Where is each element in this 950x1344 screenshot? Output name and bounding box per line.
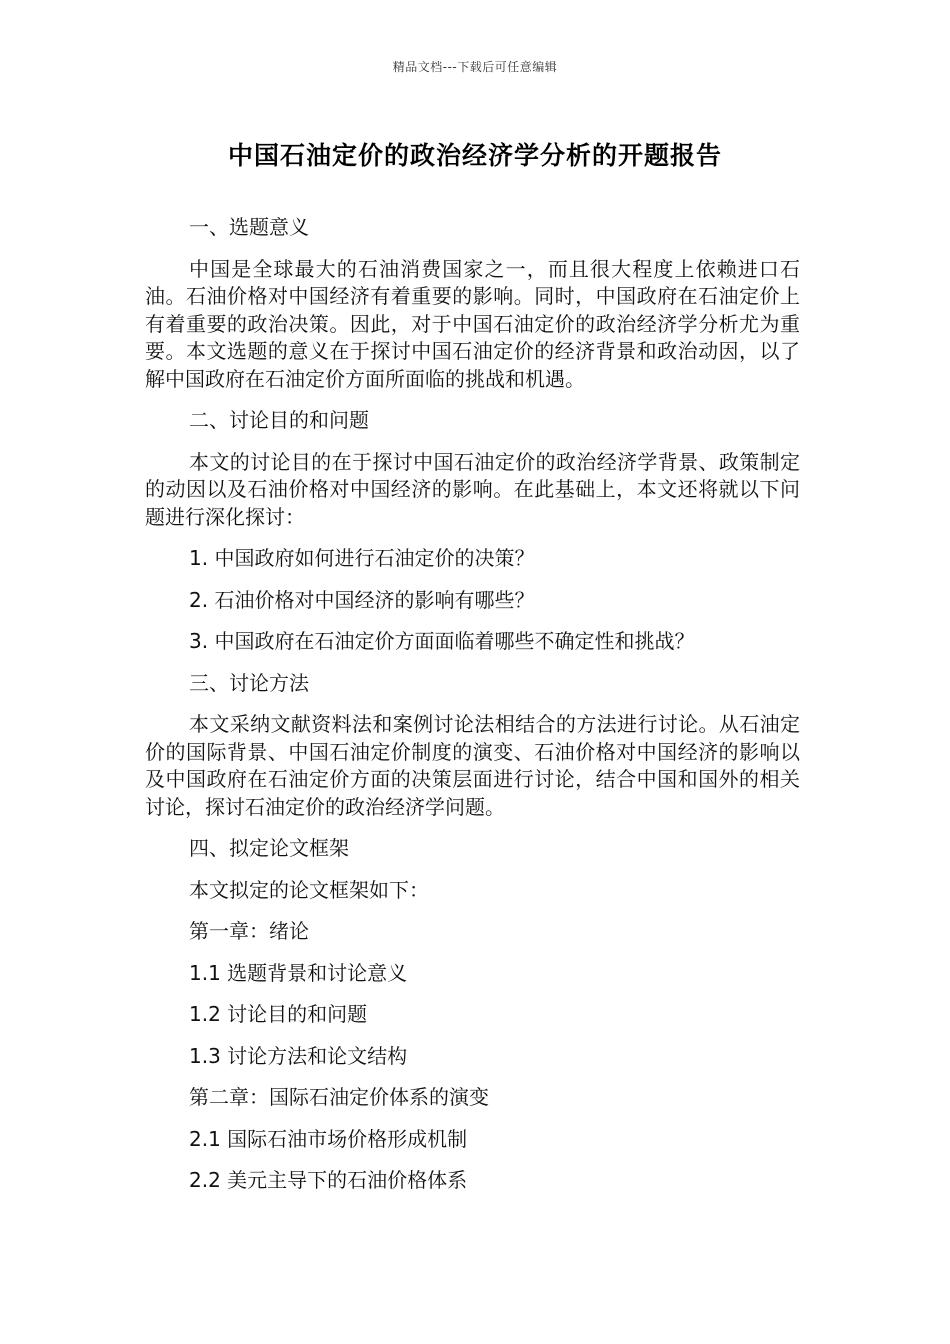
section-heading-1: 一、选题意义 bbox=[189, 215, 309, 239]
paragraph-method: 本文采纳文献资料法和案例讨论法相结合的方法进行讨论。从石油定价的国际背景、中国石油定价制度的演变、石油价格对中国经济的影响以及中国政府在石油定价方面的决策层面进行讨论，结合中国和国外的相关讨论，探讨石油定价的政治经济学问题。 bbox=[145, 712, 800, 819]
document-body bbox=[145, 214, 800, 1195]
chapter-1-1: 1.1 选题背景和讨论意义 bbox=[189, 960, 408, 985]
chapter-1: 第一章：绪论 bbox=[189, 919, 309, 943]
chapter-1-3: 1.3 讨论方法和论文结构 bbox=[189, 1043, 408, 1068]
section-heading-4: 四、拟定论文框架 bbox=[189, 836, 349, 860]
paragraph-significance: 中国是全球最大的石油消费国家之一，而且很大程度上依赖进口石油。石油价格对中国经济有着重要的影响。同时，中国政府在石油定价上有着重要的政治决策。因此，对于中国石油定价的政治经济学分析尤为重要。本文选题的意义在于探讨中国石油定价的经济背景和政治动因，以了解中国政府在石油定价方面所面临的挑战和机遇。 bbox=[145, 256, 800, 391]
page-title: 中国石油定价的政治经济学分析的开题报告 bbox=[227, 141, 722, 170]
question-1: 1. 中国政府如何进行石油定价的决策？ bbox=[189, 546, 535, 570]
chapter-2-1: 2.1 国际石油市场价格形成机制 bbox=[189, 1126, 468, 1151]
question-3: 3. 中国政府在石油定价方面面临着哪些不确定性和挑战？ bbox=[189, 629, 695, 653]
section-heading-2: 二、讨论目的和问题 bbox=[189, 408, 369, 432]
paragraph-purpose: 本文的讨论目的在于探讨中国石油定价的政治经济学背景、政策制定的动因以及石油价格对中国经济的影响。在此基础上，本文还将就以下问题进行深化探讨： bbox=[145, 449, 800, 529]
chapter-2-2: 2.2 美元主导下的石油价格体系 bbox=[189, 1168, 468, 1192]
section-heading-3: 三、讨论方法 bbox=[189, 670, 309, 695]
chapter-2: 第二章：国际石油定价体系的演变 bbox=[189, 1085, 489, 1109]
header-note: 精品文档---下载后可任意编辑 bbox=[392, 60, 558, 74]
question-2: 2. 石油价格对中国经济的影响有哪些？ bbox=[189, 587, 535, 612]
framework-intro: 本文拟定的论文框架如下： bbox=[189, 877, 429, 902]
chapter-1-2: 1.2 讨论目的和问题 bbox=[189, 1002, 368, 1026]
